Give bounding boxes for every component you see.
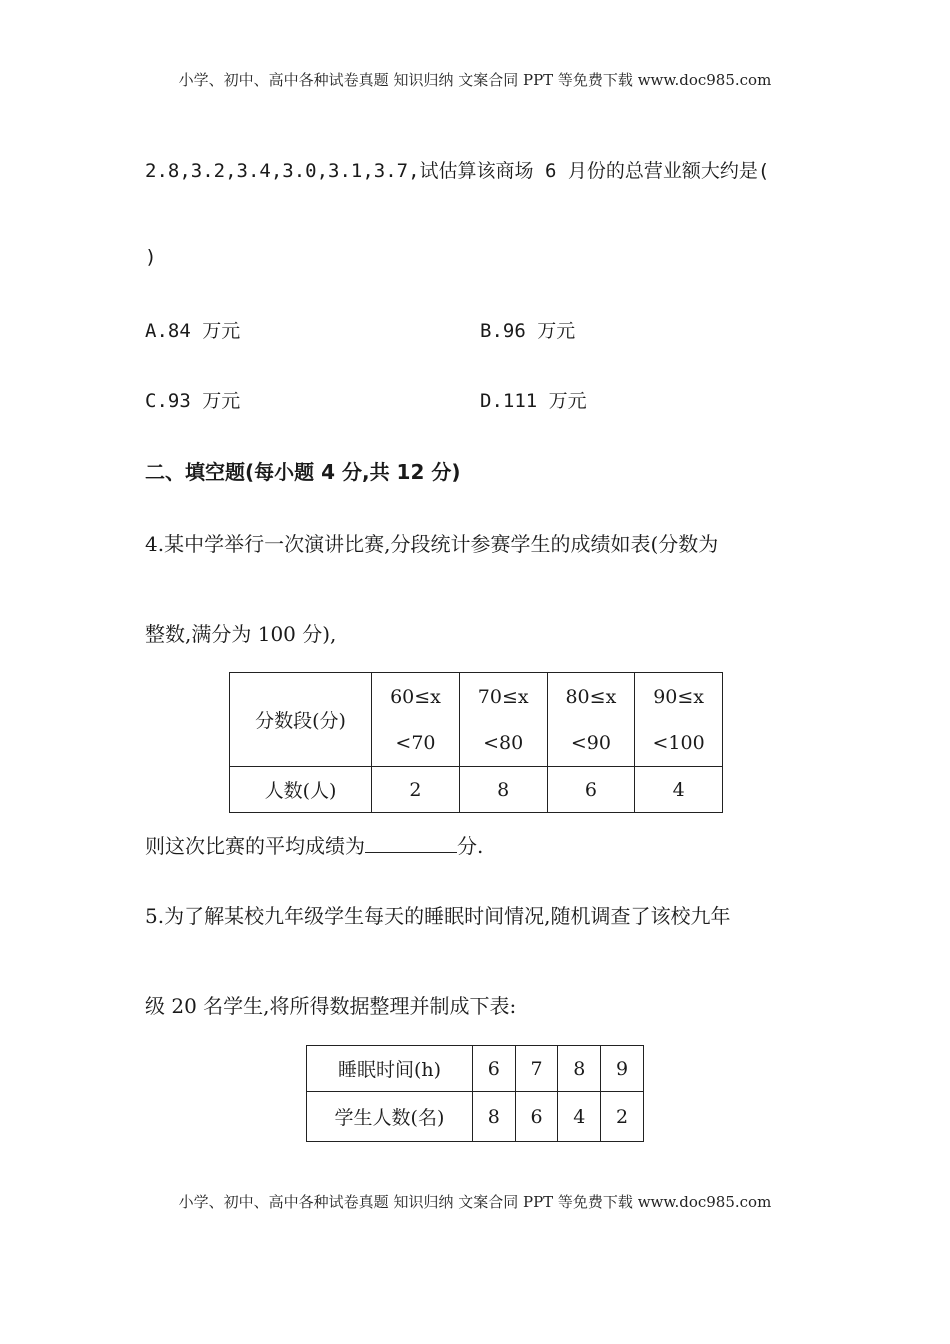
sleep-count-3: 4 [558, 1092, 601, 1142]
header-banner: 小学、初中、高中各种试卷真题 知识归纳 文案合同 PPT 等免费下载 www.doc985.com [178, 71, 772, 89]
q5-line2: 级 20 名学生,将所得数据整理并制成下表: [145, 994, 517, 1018]
sleep-table-row1-label: 睡眠时间(h) [307, 1046, 473, 1092]
q3-option-a: A.84 万元 [145, 320, 241, 342]
q4-line1: 4.某中学举行一次演讲比赛,分段统计参赛学生的成绩如表(分数为 [145, 532, 719, 556]
q3-option-d: D.111 万元 [480, 390, 587, 412]
footer-banner: 小学、初中、高中各种试卷真题 知识归纳 文案合同 PPT 等免费下载 www.doc985.com [178, 1193, 772, 1211]
sleep-hour-3: 8 [558, 1046, 601, 1092]
q3-stem-line1: 2.8,3.2,3.4,3.0,3.1,3.7,试估算该商场 6 月份的总营业额大约是( [145, 160, 770, 182]
score-count-3: 6 [547, 767, 635, 813]
sleep-hour-1: 6 [472, 1046, 515, 1092]
q3-option-b: B.96 万元 [480, 320, 576, 342]
sleep-table-row2-label: 学生人数(名) [307, 1092, 473, 1142]
q4-answer-suffix: 分. [457, 834, 484, 858]
score-count-2: 8 [459, 767, 547, 813]
sleep-hour-4: 9 [601, 1046, 644, 1092]
q4-answer-line [145, 830, 483, 859]
sleep-count-1: 8 [472, 1092, 515, 1142]
score-range-4: 90≤x <100 [635, 673, 723, 767]
q3-stem-line2: ) [145, 246, 157, 268]
score-range-2: 70≤x <80 [459, 673, 547, 767]
sleep-count-2: 6 [515, 1092, 558, 1142]
q5-line1: 5.为了解某校九年级学生每天的睡眠时间情况,随机调查了该校九年 [145, 904, 731, 928]
answer-blank[interactable] [365, 834, 457, 853]
score-table [229, 672, 723, 813]
sleep-hour-2: 7 [515, 1046, 558, 1092]
score-table-row-label: 人数(人) [230, 767, 372, 813]
q3-option-c: C.93 万元 [145, 390, 241, 412]
score-range-3: 80≤x <90 [547, 673, 635, 767]
sleep-count-4: 2 [601, 1092, 644, 1142]
q4-line2: 整数,满分为 100 分), [145, 622, 337, 646]
score-count-1: 2 [372, 767, 460, 813]
sleep-table [306, 1045, 644, 1142]
score-table-header-label: 分数段(分) [230, 673, 372, 767]
section2-title: 二、填空题(每小题 4 分,共 12 分) [145, 460, 461, 484]
score-count-4: 4 [635, 767, 723, 813]
score-range-1: 60≤x <70 [372, 673, 460, 767]
q4-answer-prefix: 则这次比赛的平均成绩为 [145, 834, 365, 858]
